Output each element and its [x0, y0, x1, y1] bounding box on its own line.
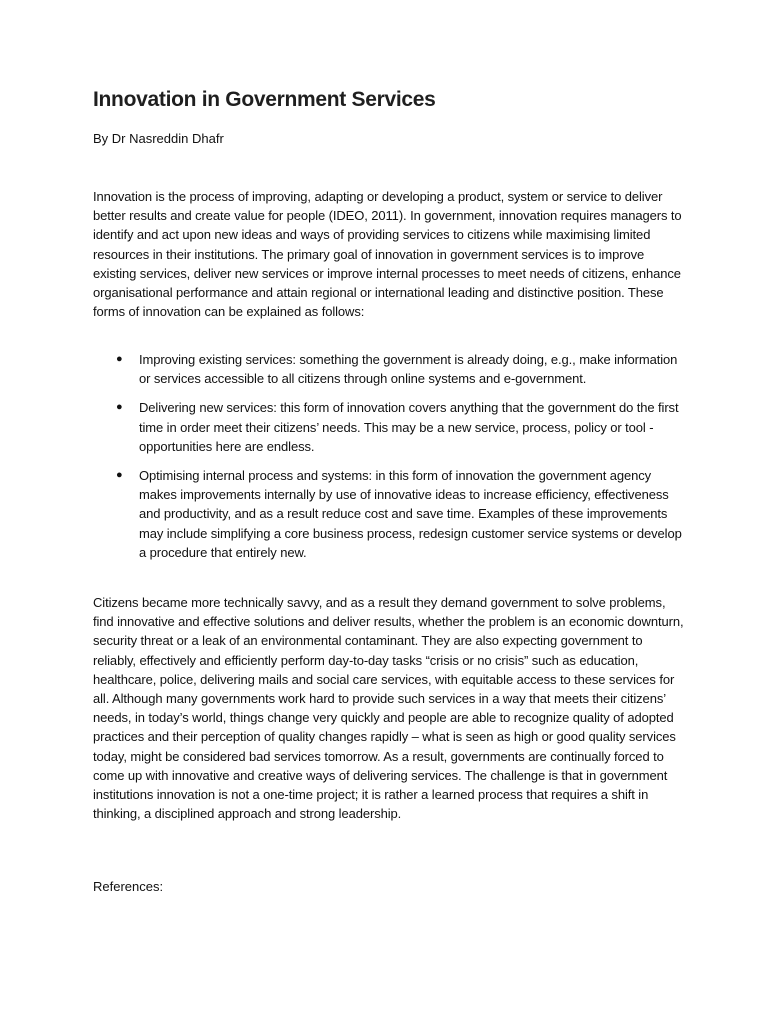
bullet-icon: ● — [116, 353, 123, 365]
list-item-text: Delivering new services: this form of innovation covers anything that the government do the first time in order meet their citizens’ needs. This may be a new service, process, policy or tool - opportunities here are endless. — [139, 400, 679, 454]
list-item-text: Improving existing services: something the government is already doing, e.g., make information or services accessible to all citizens through online systems and e-government. — [139, 352, 678, 387]
innovation-forms-list — [93, 350, 685, 572]
bullet-icon: ● — [116, 469, 123, 482]
references-heading: References: — [93, 879, 164, 894]
author-byline: By Dr Nasreddin Dhafr — [93, 131, 224, 146]
bullet-icon: ● — [116, 401, 123, 414]
intro-paragraph: Innovation is the process of improving, adapting or developing a product, system or service to deliver better results and create value for people (IDEO, 2011). In government, innovation requires managers to identify and act upon new ideas and ways of providing services to citizens while maximising limited resources in their institutions. The primary goal of innovation in government services is to improve existing services, deliver new services or improve internal processes to meet needs of citizens, enhance organisational performance and attain regional or international leading and distinctive position. These forms of innovation can be explained as follows: — [93, 189, 682, 320]
document-title: Innovation in Government Services — [93, 88, 436, 111]
list-item — [93, 350, 685, 388]
list-item — [93, 466, 685, 562]
body-paragraph: Citizens became more technically savvy, and as a result they demand government to solve problems, find innovative and effective solutions and deliver results, whether the problem is an economic downturn, security threat or a leak of an environmental contaminant. They are also expecting government to reliably, effectively and efficiently perform day-to-day tasks “crisis or no crisis” such as education, healthcare, police, delivering mails and social care services, with equitable access to these services for all. Although many governments work hard to provide such services in a way that meets their citizens’ needs, in today’s world, things change very quickly and people are able to recognize quality of adopted practices and their perception of quality changes rapidly – what is seen as high or good quality services today, might be considered bad services tomorrow. As a result, governments are continually forced to come up with innovative and creative ways of delivering services. The challenge is that in government institutions innovation is not a one-time project; it is rather a learned process that requires a shift in thinking, a disciplined approach and strong leadership. — [93, 595, 684, 822]
list-item — [93, 398, 685, 456]
list-item-text: Optimising internal process and systems: in this form of innovation the government agency makes improvements internally by use of innovative ideas to increase efficiency, effectiveness and productivity, and as a result reduce cost and save time. Examples of these improvements may include simplifying a core business process, redesign customer service systems or develop a procedure that entirely new. — [139, 468, 682, 560]
